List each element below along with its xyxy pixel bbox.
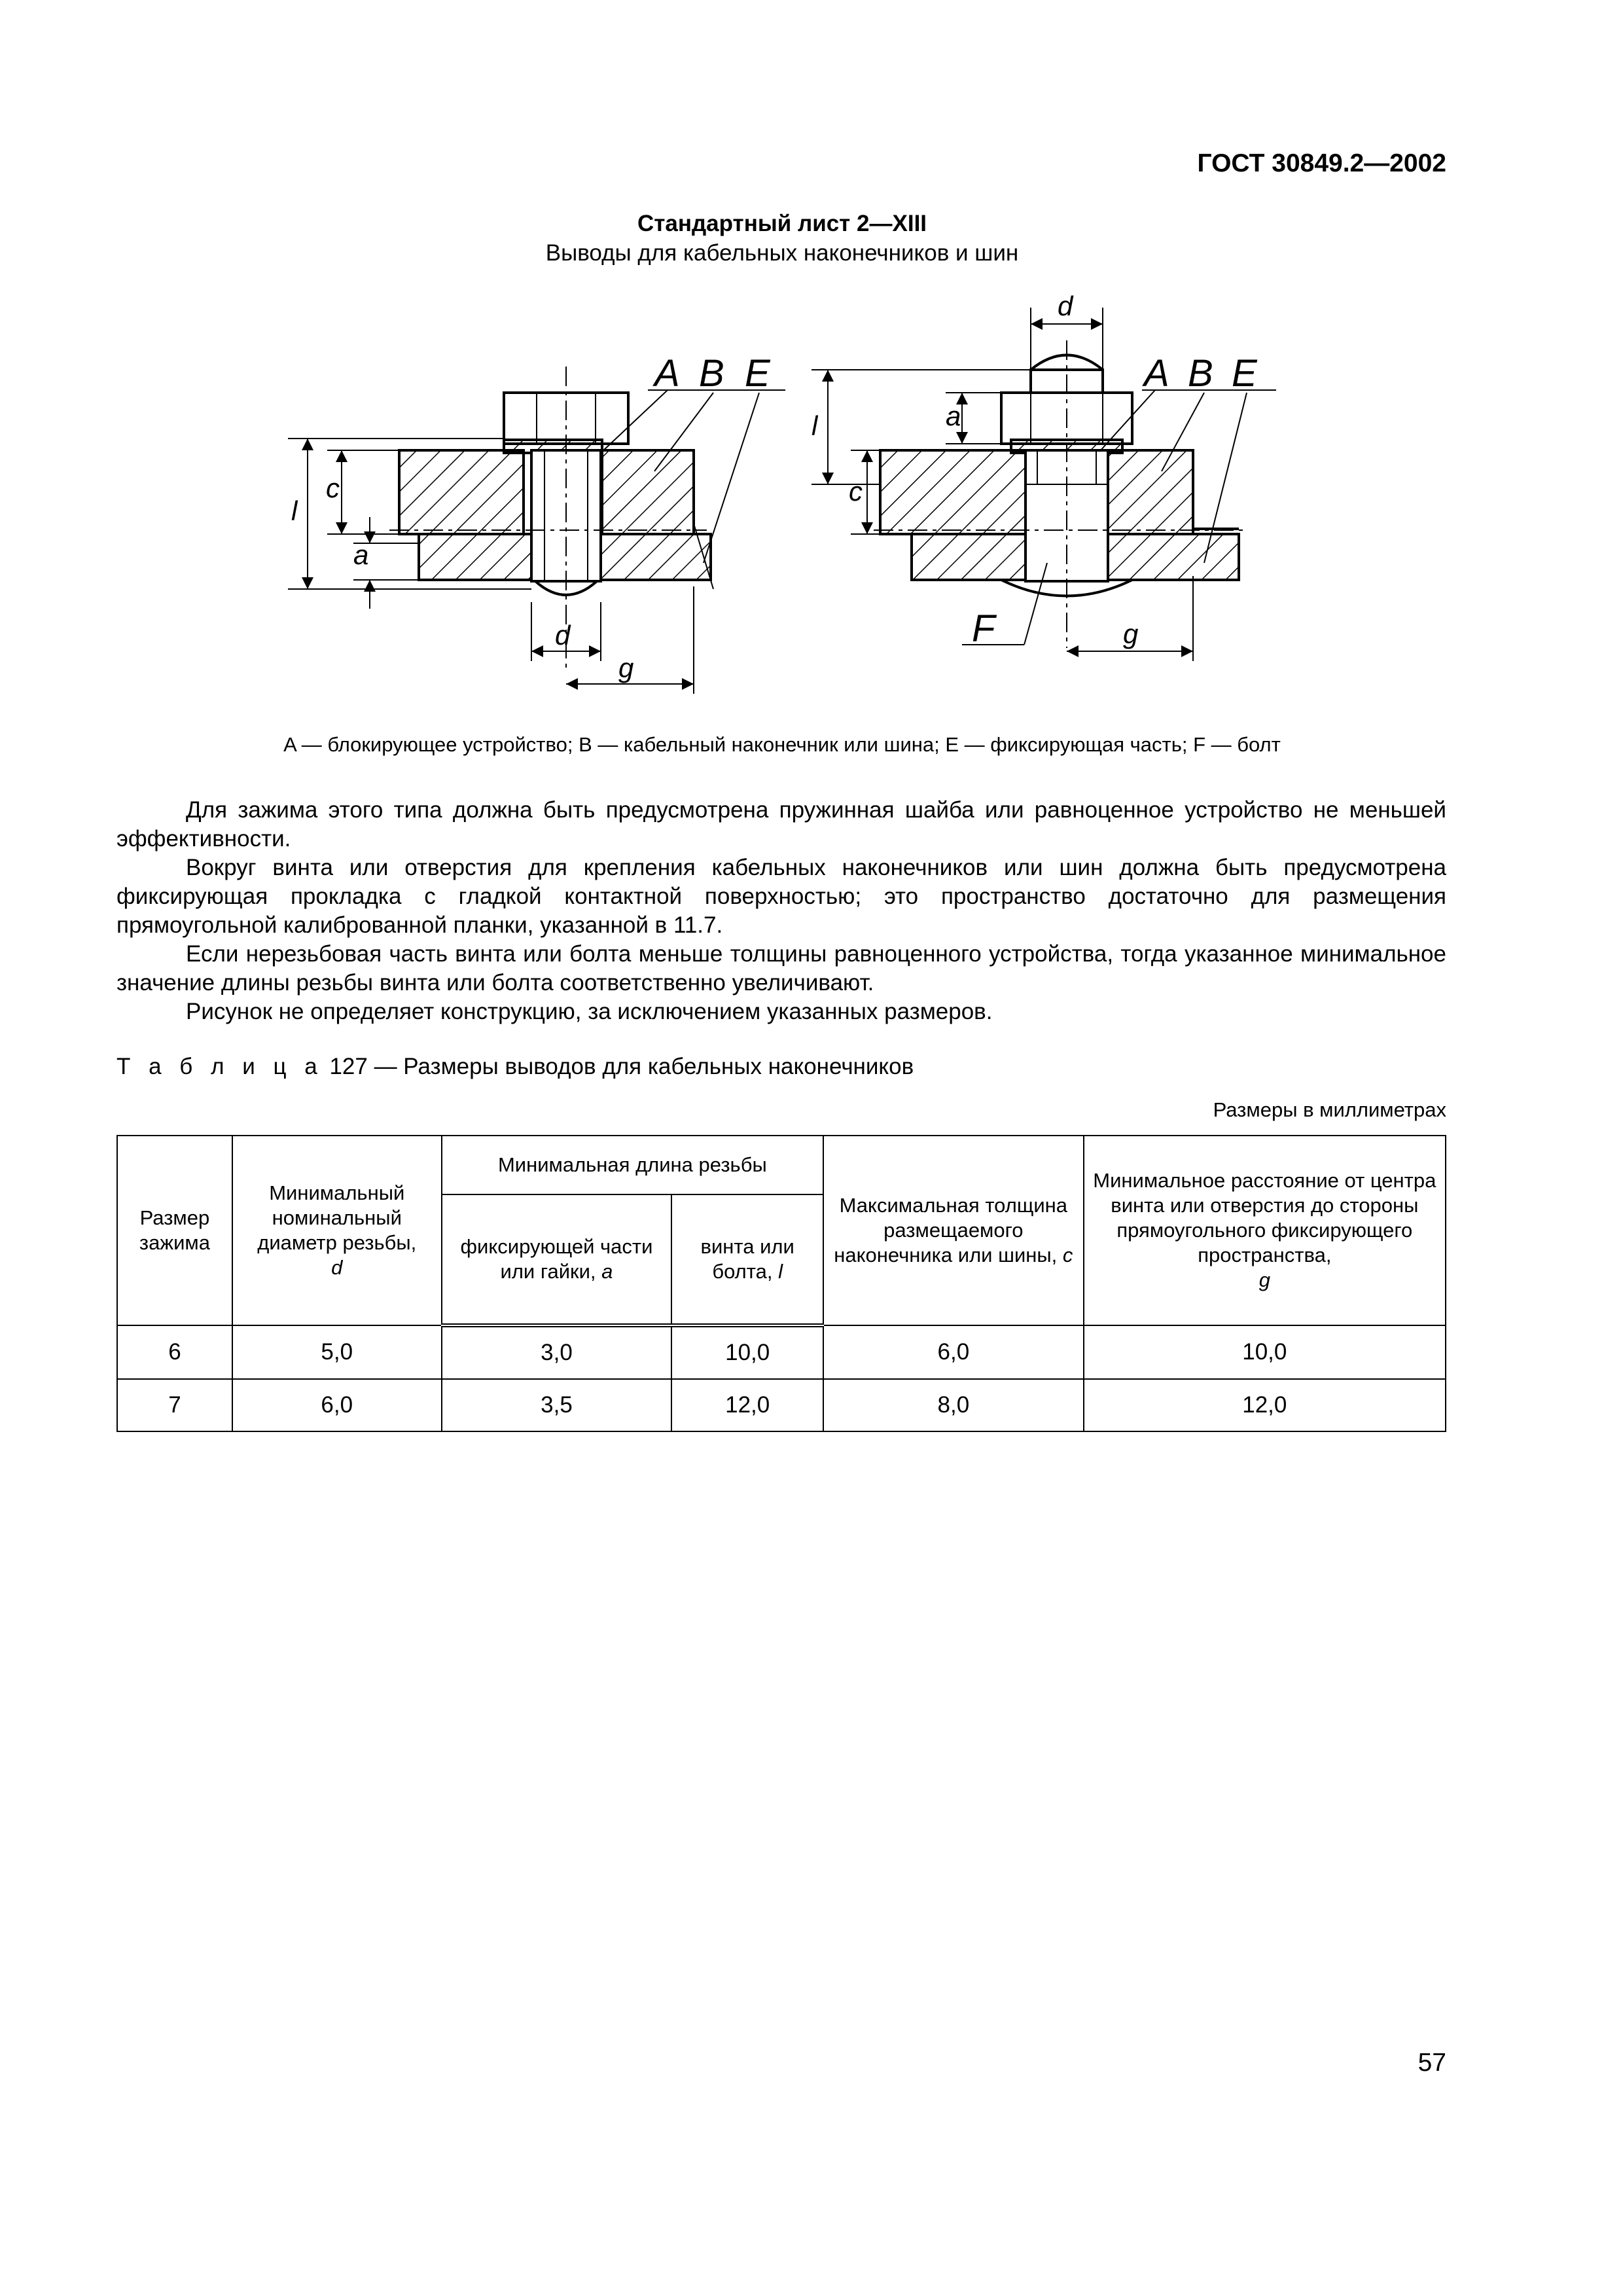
left-label-A: A — [654, 352, 680, 395]
table-cell: 10,0 — [671, 1325, 823, 1379]
header-distance-symbol: g — [1258, 1268, 1270, 1291]
left-label-c: c — [326, 473, 340, 503]
header-distance — [1084, 1136, 1446, 1325]
left-label-B: B — [699, 352, 724, 395]
right-label-E: E — [1232, 352, 1257, 395]
left-terminal-drawing — [288, 367, 785, 694]
sheet-subtitle: Выводы для кабельных наконечников и шин — [545, 240, 1019, 266]
right-label-a: a — [946, 401, 961, 431]
header-distance-text: Минимальное расстояние от центра винта или отверстия до стороны прямоугольного фиксирующего пространства, — [1093, 1169, 1436, 1266]
header-size: Размер зажима — [117, 1136, 232, 1325]
header-diameter — [232, 1136, 442, 1325]
header-fix-text: фиксирующей части или гайки, — [460, 1235, 653, 1283]
table-cell: 10,0 — [1084, 1325, 1446, 1379]
header-thickness — [823, 1136, 1084, 1325]
figure-caption: A — блокирующее устройство; B — кабельный наконечник или шина; E — фиксирующая часть; F — болт — [283, 733, 1281, 756]
header-thread-group: Минимальная длина резьбы — [442, 1136, 823, 1194]
paragraph: Рисунок не определяет конструкцию, за исключением указанных размеров. — [186, 999, 993, 1024]
table-cell: 6,0 — [232, 1379, 442, 1431]
paragraph: Для зажима этого типа должна быть предусмотрена пружинная шайба или равноценное устройство не меньшей эффективности. — [116, 797, 1446, 852]
table-cell: 3,0 — [442, 1325, 672, 1379]
header-fix-symbol: a — [601, 1260, 613, 1283]
header-screw-symbol: l — [778, 1260, 783, 1283]
header-screw — [671, 1194, 823, 1325]
header-thickness-text: Максимальная толщина размещаемого наконечника или шины, — [834, 1194, 1068, 1266]
table-cell: 6 — [117, 1325, 232, 1379]
table-cell: 3,5 — [442, 1379, 672, 1431]
left-label-d: d — [555, 620, 571, 651]
left-label-a: a — [353, 539, 369, 570]
sheet-title: Стандартный лист 2—XIII — [637, 211, 927, 236]
table-title-text: 127 — Размеры выводов для кабельных наконечников — [323, 1054, 914, 1079]
table-row — [117, 1325, 1446, 1379]
page-number: 57 — [1418, 2049, 1446, 2077]
body-text — [116, 796, 1446, 1026]
right-label-d: d — [1058, 291, 1073, 321]
table-cell: 12,0 — [1084, 1379, 1446, 1431]
header-screw-text: винта или болта, — [700, 1235, 794, 1283]
left-label-l: l — [291, 495, 298, 526]
table-cell: 12,0 — [671, 1379, 823, 1431]
right-label-F: F — [972, 607, 995, 650]
table-units: Размеры в миллиметрах — [1213, 1098, 1446, 1121]
paragraph: Если нерезьбовая часть винта или болта меньше толщины равноценного устройства, тогда указанное минимальное значение длины резьбы винта или болта соответственно увеличивают. — [116, 941, 1446, 996]
paragraph: Вокруг винта или отверстия для крепления кабельных наконечников или шин должна быть предусмотрена фиксирующая прокладка с гладкой контактной поверхностью; это пространство достаточно для размещения прямоугольной калиброванной планки, указанной в 11.7. — [116, 855, 1446, 938]
right-label-B: B — [1188, 352, 1213, 395]
header-thickness-symbol: c — [1062, 1244, 1073, 1266]
right-label-l: l — [812, 410, 818, 441]
table-cell: 7 — [117, 1379, 232, 1431]
dimensions-table — [116, 1135, 1446, 1432]
table-cell: 8,0 — [823, 1379, 1084, 1431]
left-label-E: E — [745, 352, 770, 395]
table-cell: 5,0 — [232, 1325, 442, 1379]
table-row — [117, 1379, 1446, 1431]
left-label-g: g — [618, 653, 634, 683]
header-diameter-symbol: d — [331, 1256, 343, 1279]
right-label-c: c — [849, 476, 863, 507]
table-title — [116, 1054, 914, 1080]
table-title-prefix: Т а б л и ц а — [116, 1054, 323, 1079]
table-cell: 6,0 — [823, 1325, 1084, 1379]
header-fix — [442, 1194, 672, 1325]
document-code: ГОСТ 30849.2—2002 — [1197, 149, 1446, 177]
header-diameter-text: Минимальный номинальный диаметр резьбы, — [257, 1181, 417, 1254]
terminal-figure — [0, 0, 1623, 720]
right-label-A: A — [1144, 352, 1169, 395]
right-label-g: g — [1123, 619, 1139, 649]
